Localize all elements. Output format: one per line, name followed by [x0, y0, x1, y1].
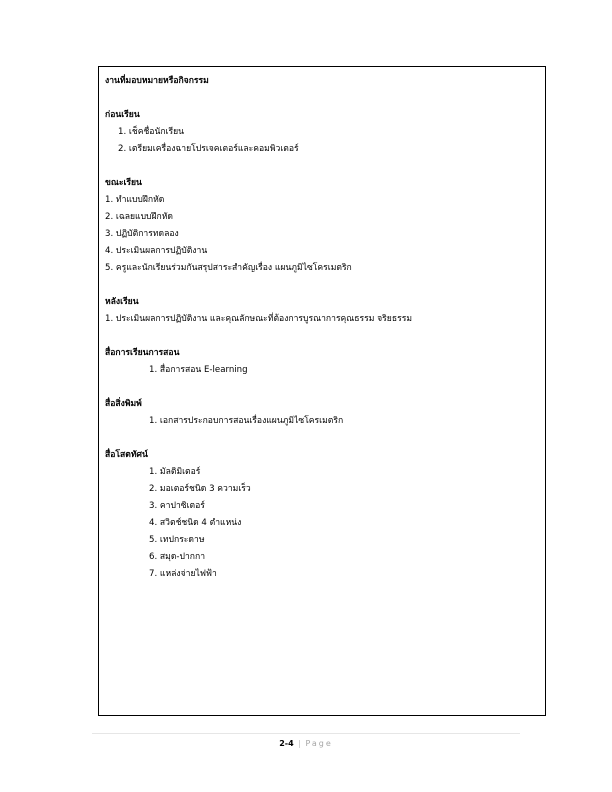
page-separator: | — [298, 739, 301, 748]
print-media-heading: สื่อสิ่งพิมพ์ — [105, 399, 142, 409]
audio-visual-media-item: 1. มัลติมิเตอร์ — [149, 467, 201, 477]
document-body — [105, 73, 539, 583]
before-class-item: 2. เตรียมเครื่องฉายโปรเจคเตอร์และคอมพิวเตอร์ — [118, 144, 299, 154]
audio-visual-media-item: 5. เทปกระดาษ — [149, 535, 205, 545]
section-title: งานที่มอบหมายหรือกิจกรรม — [105, 76, 209, 86]
during-class-item: 5. ครูและนักเรียนร่วมกันสรุปสาระสำคัญเรื่อง แผนภูมิไซโครเมตริก — [105, 263, 352, 273]
page-label: Page — [305, 739, 333, 748]
audio-visual-media-item: 6. สมุด-ปากกา — [149, 552, 206, 562]
page-footer — [0, 738, 612, 749]
during-class-item: 3. ปฏิบัติการทดลอง — [105, 229, 179, 239]
before-class-heading: ก่อนเรียน — [105, 110, 140, 120]
after-class-heading: หลังเรียน — [105, 297, 139, 307]
teaching-media-item: 1. สื่อการสอน E-learning — [149, 365, 248, 375]
during-class-item: 2. เฉลยแบบฝึกหัด — [105, 212, 173, 222]
audio-visual-media-item: 4. สวิตช์ชนิด 4 ตำแหน่ง — [149, 518, 242, 528]
page-number: 2-4 — [279, 739, 294, 748]
during-class-item: 4. ประเมินผลการปฏิบัติงาน — [105, 246, 208, 256]
audio-visual-media-item: 3. คาปาซิเตอร์ — [149, 501, 205, 511]
after-class-item: 1. ประเมินผลการปฏิบัติงาน และคุณลักษณะที่ต้องการบูรณาการคุณธรรม จริยธรรม — [105, 314, 412, 324]
audio-visual-media-item: 7. แหล่งจ่ายไฟฟ้า — [149, 569, 217, 579]
audio-visual-media-item: 2. มอเตอร์ชนิด 3 ความเร็ว — [149, 484, 251, 494]
before-class-item: 1. เช็คชื่อนักเรียน — [118, 127, 184, 137]
audio-visual-media-heading: สื่อโสตทัศน์ — [105, 450, 148, 460]
footer-divider — [92, 733, 520, 734]
during-class-item: 1. ทำแบบฝึกหัด — [105, 195, 165, 205]
teaching-media-heading: สื่อการเรียนการสอน — [105, 348, 180, 358]
print-media-item: 1. เอกสารประกอบการสอนเรื่องแผนภูมิไซโครเมตริก — [149, 416, 344, 426]
content-frame — [98, 66, 546, 716]
during-class-heading: ขณะเรียน — [105, 178, 142, 188]
